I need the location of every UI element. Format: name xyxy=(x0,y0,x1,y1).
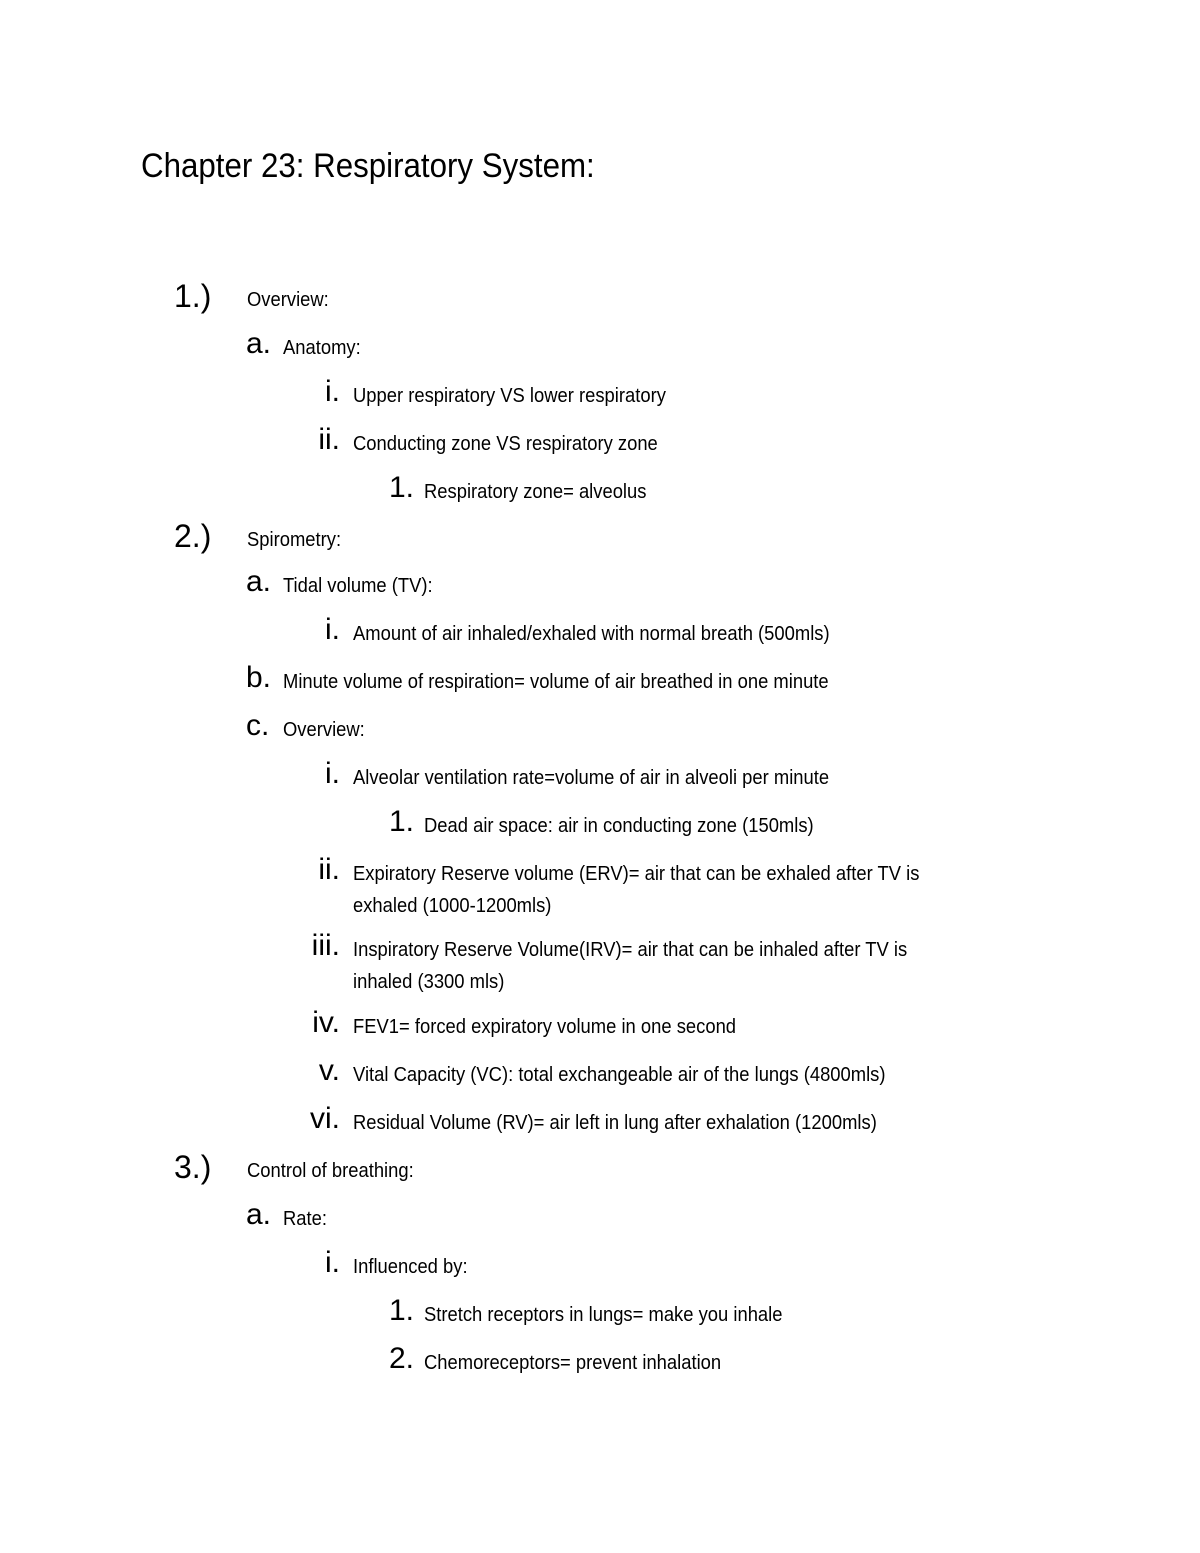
list-text: Residual Volume (RV)= air left in lung after exhalation (1200mls) xyxy=(353,1112,877,1134)
list-marker: vi. xyxy=(310,1102,340,1135)
list-marker: i. xyxy=(325,1246,340,1279)
list-marker: ii. xyxy=(318,423,340,456)
list-text: Spirometry: xyxy=(247,529,342,551)
list-text: exhaled (1000-1200mls) xyxy=(353,895,552,917)
list-text: Dead air space: air in conducting zone (150mls) xyxy=(424,815,814,837)
list-text: inhaled (3300 mls) xyxy=(353,971,505,993)
list-marker: i. xyxy=(325,375,340,408)
list-text: Alveolar ventilation rate=volume of air in alveoli per minute xyxy=(353,767,830,789)
list-marker: 2. xyxy=(389,1342,415,1375)
list-marker: 1. xyxy=(389,805,415,838)
list-text: Expiratory Reserve volume (ERV)= air that can be exhaled after TV is xyxy=(353,863,920,885)
page-title: Chapter 23: Respiratory System: xyxy=(141,147,595,185)
list-text: Overview: xyxy=(283,719,365,741)
list-marker: i. xyxy=(325,613,340,646)
list-marker: 1. xyxy=(389,1294,415,1327)
list-marker: 1. xyxy=(389,471,415,504)
list-text: Minute volume of respiration= volume of air breathed in one minute xyxy=(283,671,829,693)
list-text: Influenced by: xyxy=(353,1256,468,1278)
list-marker: 2.) xyxy=(174,518,212,554)
list-marker: iii. xyxy=(311,929,340,962)
list-text: Upper respiratory VS lower respiratory xyxy=(353,385,666,407)
list-text: Rate: xyxy=(283,1208,327,1230)
list-marker: 3.) xyxy=(174,1149,212,1185)
list-marker: a. xyxy=(246,565,272,598)
list-text: Amount of air inhaled/exhaled with normal breath (500mls) xyxy=(353,623,830,645)
list-marker: v. xyxy=(318,1054,340,1087)
list-marker: 1.) xyxy=(174,278,212,314)
list-text: Inspiratory Reserve Volume(IRV)= air that can be inhaled after TV is xyxy=(353,939,908,961)
list-text: Respiratory zone= alveolus xyxy=(424,481,647,503)
list-text: Tidal volume (TV): xyxy=(283,575,433,597)
list-marker: i. xyxy=(325,757,340,790)
list-text: FEV1= forced expiratory volume in one second xyxy=(353,1016,737,1038)
list-marker: iv. xyxy=(312,1006,340,1039)
list-marker: c. xyxy=(246,709,270,742)
list-marker: a. xyxy=(246,1198,272,1231)
list-text: Stretch receptors in lungs= make you inhale xyxy=(424,1304,783,1326)
list-text: Vital Capacity (VC): total exchangeable air of the lungs (4800mls) xyxy=(353,1064,886,1086)
list-text: Anatomy: xyxy=(283,337,361,359)
list-text: Conducting zone VS respiratory zone xyxy=(353,433,658,455)
list-marker: a. xyxy=(246,327,272,360)
list-marker: ii. xyxy=(318,853,340,886)
list-text: Overview: xyxy=(247,289,329,311)
list-marker: b. xyxy=(246,661,272,694)
list-text: Control of breathing: xyxy=(247,1160,414,1182)
list-text: Chemoreceptors= prevent inhalation xyxy=(424,1352,722,1374)
